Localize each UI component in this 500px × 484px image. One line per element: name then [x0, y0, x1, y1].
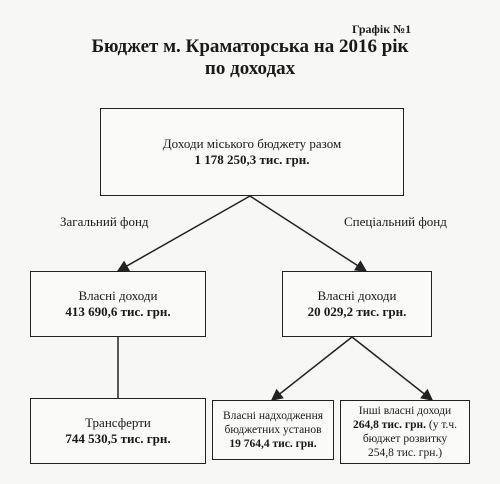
box-institution-receipts — [212, 400, 334, 460]
other-own-value-line — [341, 418, 469, 432]
arrow-special-to-institutions — [272, 337, 352, 400]
institutions-label-2: бюджетних установ — [224, 424, 322, 436]
total-value: 1 178 250,3 тис. грн. — [194, 152, 310, 167]
arrow-special-to-other — [352, 337, 432, 400]
box-transfers — [30, 398, 206, 464]
other-own-value: 264,8 тис. грн. — [352, 419, 426, 431]
transfers-value: 744 530,5 тис. грн. — [65, 431, 171, 446]
total-label: Доходи міського бюджету разом — [162, 136, 342, 151]
institutions-value: 19 764,4 тис. грн. — [229, 438, 317, 450]
chart-number-label: Графік №1 — [352, 22, 412, 36]
general-own-value: 413 690,6 тис. грн. — [65, 304, 171, 319]
title-line-1: Бюджет м. Краматорська на 2016 рік — [91, 36, 409, 57]
box-other-own-revenue — [340, 400, 470, 464]
other-own-note-2: бюджет розвитку — [362, 433, 448, 445]
box-general-own-revenue — [30, 271, 206, 337]
branch-special-fund: Спеціальний фонд — [344, 214, 447, 229]
general-own-label: Власні доходи — [78, 288, 158, 303]
special-own-label: Власні доходи — [317, 288, 397, 303]
other-own-note-3: 254,8 тис. грн.) — [367, 447, 443, 459]
box-total-revenue — [100, 108, 404, 196]
transfers-label: Трансферти — [85, 415, 151, 430]
arrow-total-to-special — [250, 196, 366, 271]
title-line-2: по доходах — [204, 58, 296, 79]
other-own-note-1: (у т.ч. — [428, 419, 458, 431]
institutions-label-1: Власні надходження — [222, 410, 324, 422]
box-special-own-revenue — [282, 271, 432, 337]
branch-general-fund: Загальний фонд — [60, 214, 149, 229]
other-own-label: Інші власні доходи — [358, 405, 452, 417]
arrow-total-to-general — [118, 196, 250, 271]
special-own-value: 20 029,2 тис. грн. — [307, 304, 407, 319]
page-title — [0, 36, 500, 80]
